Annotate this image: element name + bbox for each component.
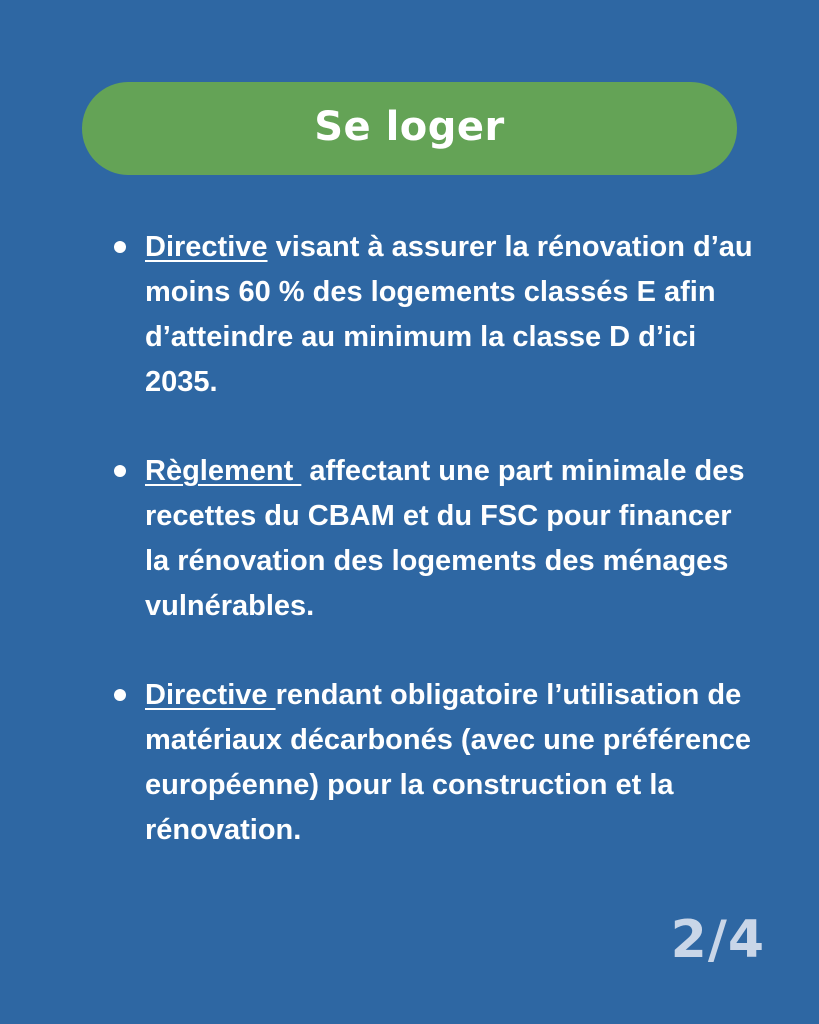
directive-link[interactable]: Directive [145,679,276,711]
bullet-dot-icon [114,689,126,701]
bullet-item-directive-renovation [114,225,754,405]
bullet-text: rendant obligatoire l’utilisation de matériaux décarbonés (avec une préférence européenne) pour la construction et la rénovation. [145,679,752,846]
page-number: 2/4 [670,910,765,970]
directive-link[interactable]: Directive [145,231,268,263]
bullet-text: affectant une part minimale des recettes du CBAM et du FSC pour financer la rénovation des logements des ménages vulnérables. [145,455,745,622]
title-banner [82,82,737,175]
bullet-dot-icon [114,241,126,253]
page-title: Se loger [314,103,505,150]
bullet-list [114,225,754,897]
bullet-dot-icon [114,465,126,477]
reglement-link[interactable]: Règlement [145,455,302,487]
bullet-item-directive-materiaux [114,673,754,853]
bullet-item-reglement-cbam [114,449,754,629]
bullet-text: visant à assurer la rénovation d’au moins 60 % des logements classés E afin d’atteindre au minimum la classe D d’ici 2035. [145,231,753,398]
